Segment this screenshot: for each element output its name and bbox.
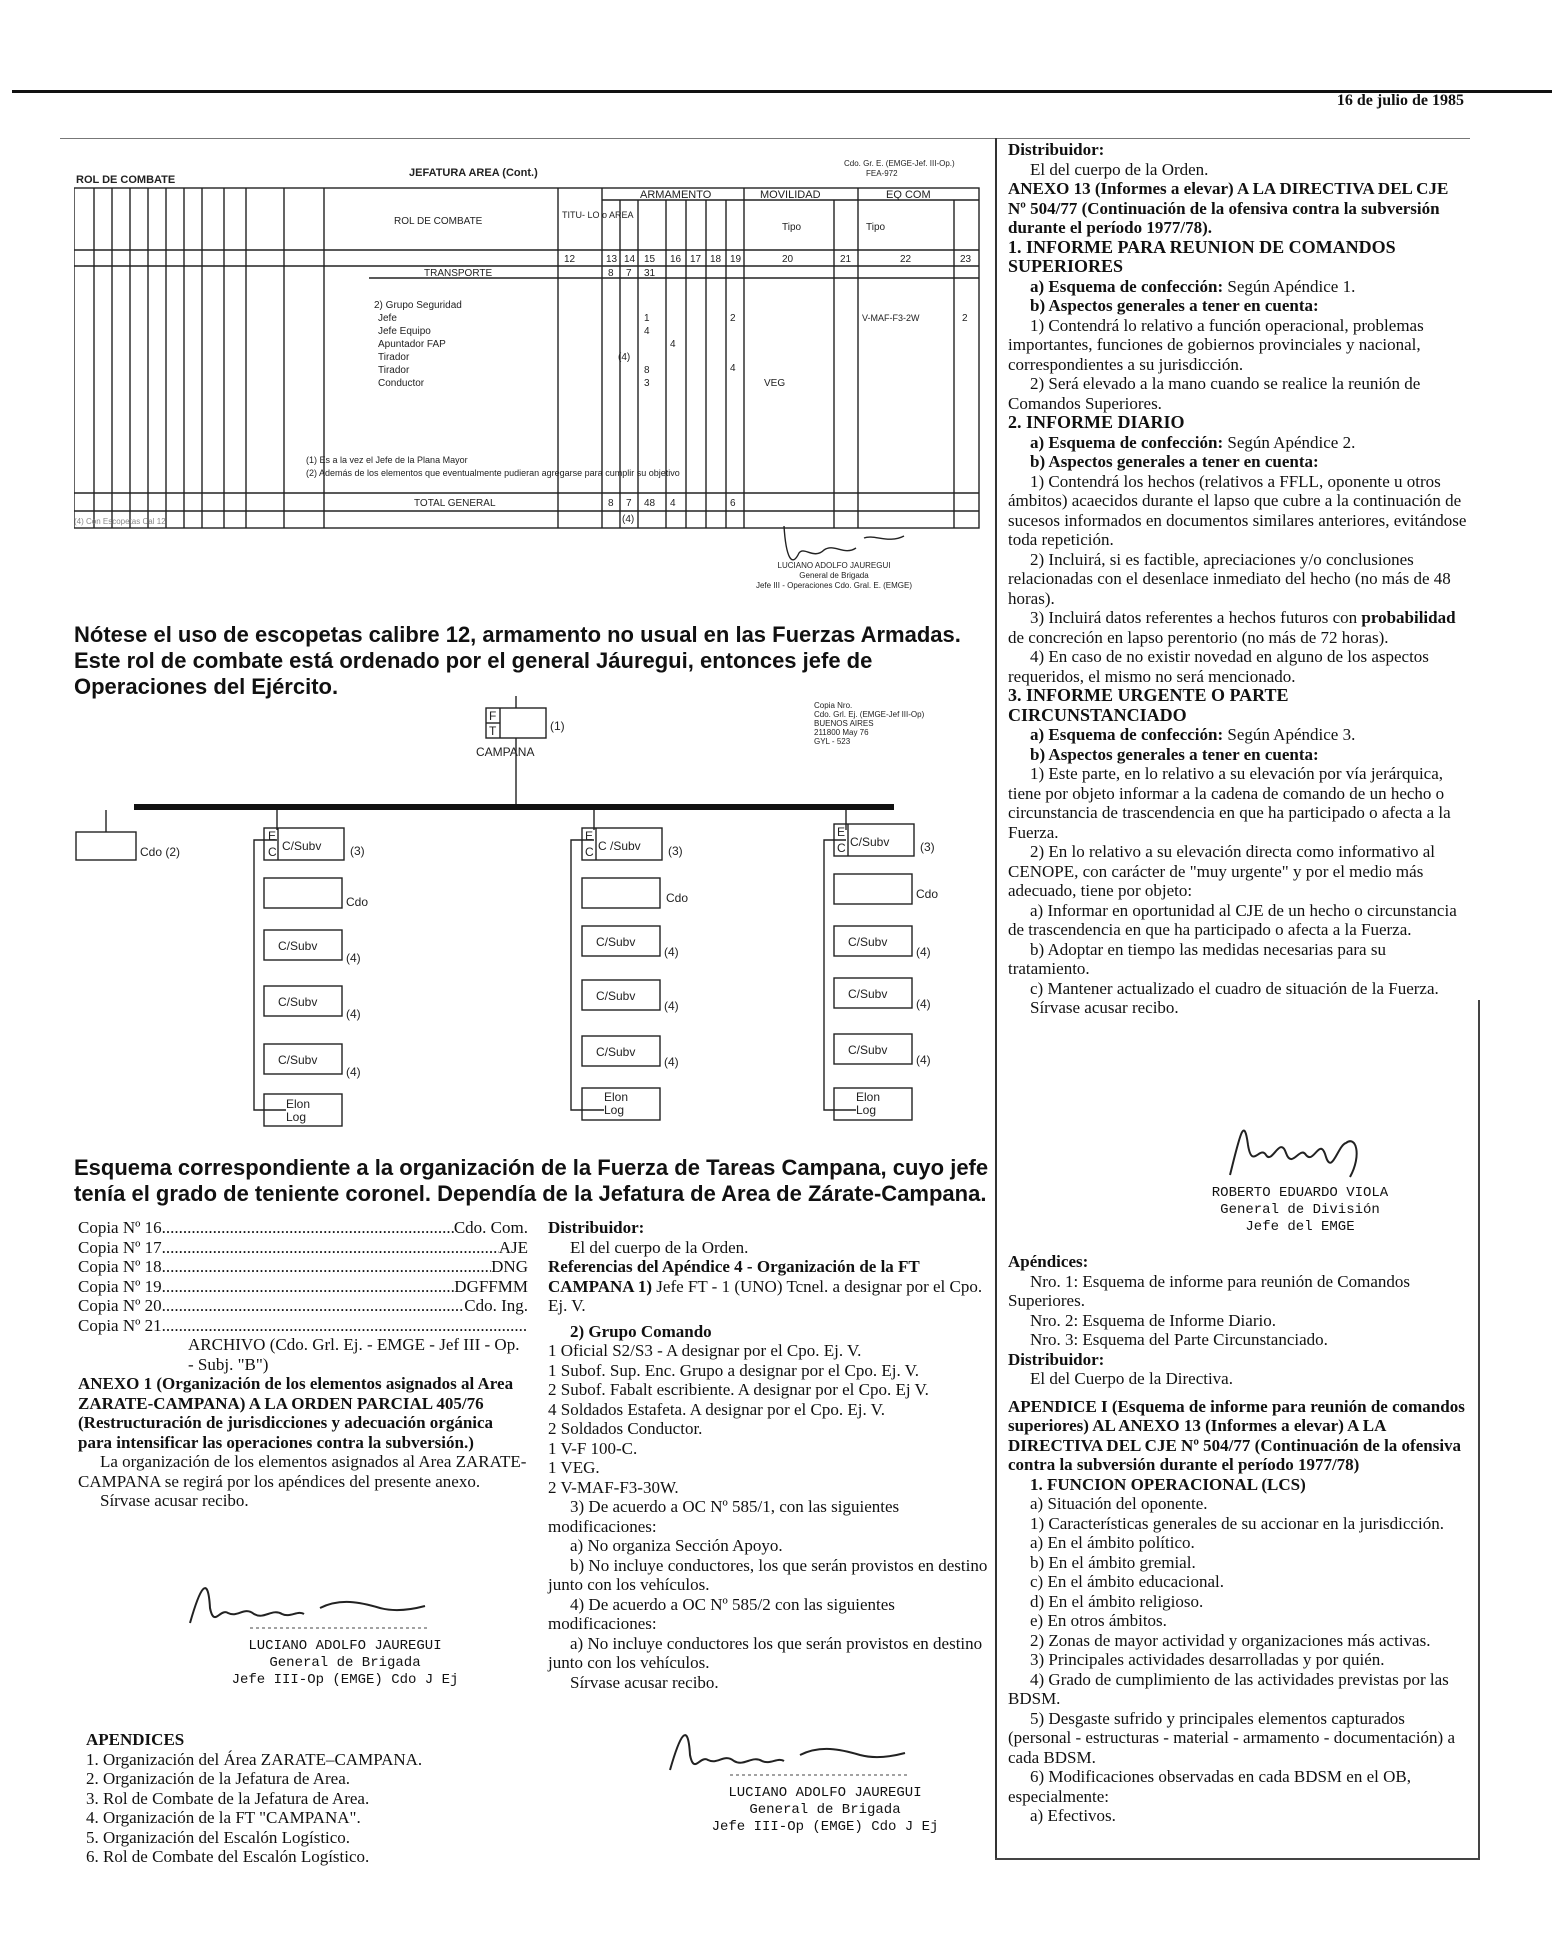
svg-text:E: E xyxy=(837,825,846,839)
top-f: F xyxy=(489,709,497,723)
svg-text:E: E xyxy=(585,829,594,843)
f1-5: 5) Desgaste sufrido y principales elementos capturados (personal - estructuras - material - armamento - documentación) a cada BDSM. xyxy=(1008,1708,1455,1767)
role-2: Jefe Equipo xyxy=(378,326,431,337)
col-b-p4a: a) No incluye conductores los que serán provistos en destino junto con los vehículos. xyxy=(548,1633,983,1672)
apendice-item: 6. Rol de Combate del Escalón Logístico. xyxy=(86,1847,370,1866)
sig-c-rank: General de División xyxy=(1220,1202,1380,1218)
f1-1b: b) En el ámbito gremial. xyxy=(1030,1552,1196,1572)
sig-b-rank: General de Brigada xyxy=(749,1802,901,1818)
f1-title: 1. FUNCION OPERACIONAL (LCS) xyxy=(1030,1474,1306,1494)
s1-a-t: Según Apéndice 1. xyxy=(1223,276,1356,296)
csubv-b0: C /Subv xyxy=(598,839,641,853)
sig-b-post: Jefe III-Op (EMGE) Cdo J Ej xyxy=(711,1819,939,1835)
s2-a: a) Esquema de confección: xyxy=(1030,432,1224,452)
s1-a: a) Esquema de confección: xyxy=(1030,276,1224,296)
num-20: 20 xyxy=(782,254,794,265)
signature-block-a xyxy=(180,1568,510,1689)
n4-b3: (4) xyxy=(664,1055,679,1069)
s2-3b: probabilidad xyxy=(1361,608,1456,627)
num-21: 21 xyxy=(840,254,852,265)
s2-4: 4) En caso de no existir novedad en alguno de los aspectos requeridos, el mismo no será mencionado. xyxy=(1008,647,1429,686)
signature-c xyxy=(1200,1115,1400,1185)
s3-2b: b) Adoptar en tiempo las medidas necesarias para su tratamiento. xyxy=(1008,939,1386,978)
n4-a2: (4) xyxy=(346,1007,361,1021)
table-ref: Cdo. Gr. E. (EMGE-Jef. III-Op.) xyxy=(844,159,955,168)
copy-row-20: Copia Nº 20 ..... Cdo. Ing. xyxy=(78,1296,528,1316)
apendice-item: 3. Rol de Combate de la Jefatura de Area. xyxy=(86,1788,370,1808)
mov-tipo: Tipo xyxy=(782,222,802,233)
log-a: Log xyxy=(286,1110,307,1124)
csubv-c2: C/Subv xyxy=(848,987,888,1001)
caption-table: Nótese el uso de escopetas calibre 12, armamento no usual en las Fuerzas Armadas. Este rol de combate está ordenado por el general Jáuregui, entonces jefe de Operaciones del Ejército. xyxy=(74,622,961,699)
n4-c3: (4) xyxy=(916,1053,931,1067)
n4-b1: (4) xyxy=(664,945,679,959)
csubv-b3: C/Subv xyxy=(596,1045,636,1059)
org-ref-3: BUENOS AIRES xyxy=(814,719,874,728)
org-main-bar xyxy=(134,804,894,810)
signature-block-b xyxy=(660,1715,990,1836)
col-b-dist-text: El del cuerpo de la Orden. xyxy=(570,1237,749,1257)
s3-1: 1) Este parte, en lo relativo a su elevación por vía jerárquica, tiene por objeto informar a la cadena de comando de un hecho o circunstancia de trascendencia en que ha participado o afecta a la Fuerza. xyxy=(1008,764,1451,842)
table-ref2: FEA-972 xyxy=(866,169,898,178)
f1-3: 3) Principales actividades desarrolladas y por quién. xyxy=(1030,1650,1385,1669)
col-a-p2: Sírvase acusar recibo. xyxy=(100,1491,249,1510)
sig-a-name: LUCIANO ADOLFO JAUREGUI xyxy=(248,1638,442,1654)
col-a-p1: La organización de los elementos asignados al Area ZARATE-CAMPANA se regirá por los apéndices del presente anexo. xyxy=(78,1452,527,1491)
col-b-line: 2 Soldados Conductor. xyxy=(548,1419,703,1438)
n4-c2: (4) xyxy=(916,997,931,1011)
f1-4: 4) Grado de cumplimiento de las actividades previstas por las BDSM. xyxy=(1008,1669,1449,1708)
org-ref-4: 211800 May 76 xyxy=(814,728,869,737)
top-label: CAMPANA xyxy=(476,745,535,759)
apendices-label: Apéndices: xyxy=(1008,1252,1089,1271)
role-6: Conductor xyxy=(378,378,425,389)
svg-text:E: E xyxy=(268,829,277,843)
col-b-line: 2 V-MAF-F3-30W. xyxy=(548,1477,679,1497)
col-b-ref-bold: Referencias del Apéndice 4 - Organización de la FT CAMPANA 1) xyxy=(548,1257,920,1296)
n3-b: (3) xyxy=(668,844,683,858)
fal-1: 1 xyxy=(644,313,650,324)
n3-a: (3) xyxy=(350,844,365,858)
csubv-a1: C/Subv xyxy=(278,939,318,953)
s3-2c: c) Mantener actualizado el cuadro de situación de la Fuerza. xyxy=(1030,978,1439,998)
total-v5: 6 xyxy=(730,498,736,509)
s3-a: a) Esquema de confección: xyxy=(1030,725,1224,744)
eq-cant-val: 2 xyxy=(962,313,968,324)
col-b-line: 1 Oficial S2/S3 - A designar por el Cpo. Ej. V. xyxy=(548,1341,862,1360)
s2-b: b) Aspectos generales a tener en cuenta: xyxy=(1030,452,1319,471)
num-19: 19 xyxy=(730,254,742,265)
elon-a: Elon xyxy=(286,1097,311,1111)
sig-a-rank: General de Brigada xyxy=(269,1655,421,1671)
s2-3a: 3) Incluirá datos referentes a hechos futuros con xyxy=(1030,608,1362,627)
frame-right xyxy=(1478,1000,1480,1860)
ap2: Nro. 2: Esquema de Informe Diario. xyxy=(1030,1310,1276,1330)
s2-2: 2) Incluirá, si es factible, apreciaciones y/o conclusiones relacionadas con el desenlace inmediato del hecho (no más de 48 horas). xyxy=(1008,549,1451,608)
s2-title: 2. INFORME DIARIO xyxy=(1008,412,1185,432)
f1-6: 6) Modificaciones observadas en cada BDSM en el OB, especialmente: xyxy=(1008,1767,1411,1806)
total-v1: 8 xyxy=(608,498,614,509)
grupo-label: 2) Grupo Seguridad xyxy=(374,300,462,311)
sig-b-name: LUCIANO ADOLFO JAUREGUI xyxy=(728,1785,922,1801)
transporte-label: TRANSPORTE xyxy=(424,268,493,279)
svg-text:C: C xyxy=(268,845,277,859)
f1-a: a) Situación del oponente. xyxy=(1030,1494,1208,1513)
col-b-p4: 4) De acuerdo a OC Nº 585/2 con las siguientes modificaciones: xyxy=(548,1594,895,1633)
combat-roll-table-figure xyxy=(74,158,984,590)
n4-a3: (4) xyxy=(346,1065,361,1079)
org-ref-5: GYL - 523 xyxy=(814,737,851,746)
col-titulo: TITU- LO o AREA xyxy=(562,210,634,220)
col-c-dist-text: El del cuerpo de la Orden. xyxy=(1030,159,1209,179)
svg-text:C: C xyxy=(837,841,846,855)
f1-1c: c) En el ámbito educacional. xyxy=(1030,1572,1224,1591)
role-3: Apuntador FAP xyxy=(378,339,446,350)
elon-b: Elon xyxy=(604,1090,629,1104)
apendice-item: 4. Organización de la FT "CAMPANA". xyxy=(86,1808,361,1827)
cdo-a: Cdo xyxy=(346,895,369,909)
num-12: 12 xyxy=(564,254,576,265)
csubv-b1: C/Subv xyxy=(596,935,636,949)
num-23: 23 xyxy=(960,254,972,265)
note-2: (2) Además de los elementos que eventualmente pudieran agregarse para cumplir su objetivo xyxy=(306,468,680,478)
csubv-c0: C/Subv xyxy=(850,835,890,849)
apendice-item: 1. Organización del Área ZARATE–CAMPANA. xyxy=(86,1749,423,1769)
col-b-p3: 3) De acuerdo a OC Nº 585/1, con las siguientes modificaciones: xyxy=(548,1497,900,1536)
s3-2: 2) En lo relativo a su elevación directa como informativo al CENOPE, con carácter de "muy urgente" y por el medio más adecuado, tiene por objeto: xyxy=(1008,842,1436,900)
signature-block-c xyxy=(1200,1115,1400,1236)
column-c-lower xyxy=(1008,1252,1468,1826)
col-rol: ROL DE COMBATE xyxy=(394,216,483,227)
transporte-v1: 8 xyxy=(608,268,614,279)
s2-1: 1) Contendrá los hechos (relativos a FFLL, oponente u otros ámbitos) acaecidos durante el lapso que cubre a la continuación de sucesos informados en documentos similares anteriores, evitándose toda repetición. xyxy=(1008,471,1467,549)
csubv-b2: C/Subv xyxy=(596,989,636,1003)
note-1: (1) Es a la vez el Jefe de la Plana Mayor xyxy=(306,455,468,465)
col-movilidad: MOVILIDAD xyxy=(760,189,821,201)
csubv-a2: C/Subv xyxy=(278,995,318,1009)
org-ref-1: Copia Nro. xyxy=(814,701,853,710)
sig-c-post: Jefe del EMGE xyxy=(1245,1219,1355,1235)
n3-c: (3) xyxy=(920,840,935,854)
page-date: 16 de julio de 1985 xyxy=(1336,92,1464,109)
foot-note: (4) Con Escopetas Cal 12 xyxy=(74,517,166,526)
elon-c: Elon xyxy=(856,1090,881,1104)
csubv-c3: C/Subv xyxy=(848,1043,888,1057)
col-b-line: 1 VEG. xyxy=(548,1458,600,1477)
log-b: Log xyxy=(604,1103,625,1117)
csubv-c1: C/Subv xyxy=(848,935,888,949)
column-c xyxy=(1008,140,1468,1018)
table-title-center: JEFATURA AREA (Cont.) xyxy=(409,167,538,179)
col-b-line: 1 Subof. Sup. Enc. Grupo a designar por el Cpo. Ej. V. xyxy=(548,1360,919,1380)
csubv-a0: C/Subv xyxy=(282,839,322,853)
anexo1: ANEXO 1 (Organización de los elementos asignados al Area ZARATE-CAMPANA) A LA ORDEN PARCIAL 405/76 (Restructuración de jurisdicciones y adecuación orgánica para intensificar las operaciones contra la subversión.) xyxy=(78,1374,514,1452)
s3-title: 3. INFORME URGENTE O PARTE CIRCUNSTANCIADO xyxy=(1008,685,1289,725)
copy-row-17: Copia Nº 17 ..... AJE xyxy=(78,1238,528,1258)
lgran-1: 2 xyxy=(730,313,736,324)
cdo-b: Cdo xyxy=(666,891,689,905)
apendice-item: 2. Organización de la Jefatura de Area. xyxy=(86,1769,351,1788)
eq-tipo-val: V-MAF-F3-2W xyxy=(862,313,920,323)
sig-a-post: Jefe III-Op (EMGE) Cdo J Ej xyxy=(231,1672,459,1688)
role-4: Tirador xyxy=(378,352,410,363)
apendices-list-a xyxy=(86,1730,506,1867)
csubv-a3: C/Subv xyxy=(278,1053,318,1067)
dist2-text: El del Cuerpo de la Directiva. xyxy=(1030,1369,1233,1388)
total-sub: (4) xyxy=(622,514,635,525)
table-signature xyxy=(784,526,904,560)
f1-6a: a) Efectivos. xyxy=(1030,1806,1116,1825)
col-b-line: 4 Soldados Estafeta. A designar por el Cpo. Ej. V. xyxy=(548,1399,885,1419)
signature-a xyxy=(180,1568,510,1638)
s3-a-t: Según Apéndice 3. xyxy=(1223,725,1356,744)
f1-1a: a) En el ámbito político. xyxy=(1030,1533,1195,1552)
s3-2a: a) Informar en oportunidad al CJE de un hecho o circunstancia de trascendencia en que ha participado o afecta a la Fuerza. xyxy=(1008,900,1457,939)
column-divider xyxy=(995,138,997,1858)
total-v4: 4 xyxy=(670,498,676,509)
fal-4: 3 xyxy=(644,378,650,389)
fal-2: 4 xyxy=(644,326,650,337)
cdo2-label: Cdo (2) xyxy=(140,845,181,859)
column-a xyxy=(78,1218,528,1511)
s2-a-t: Según Apéndice 2. xyxy=(1223,432,1356,452)
pist-val: (4) xyxy=(618,352,631,363)
table-sig-rank: General de Brigada xyxy=(799,571,869,580)
n4-c1: (4) xyxy=(916,945,931,959)
fal-3: 8 xyxy=(644,365,650,376)
col-b-ref-text: Jefe FT - 1 (UNO) Tcnel. a designar por el Cpo. Ej. V. xyxy=(548,1276,983,1315)
eq-tipo: Tipo xyxy=(866,222,886,233)
veg-label: VEG xyxy=(764,378,786,389)
num-17: 17 xyxy=(690,254,702,265)
col-c-distribuidor: Distribuidor: xyxy=(1008,140,1105,159)
table-title-left: ROL DE COMBATE xyxy=(76,174,176,186)
col-b-p3b: b) No incluye conductores, los que serán provistos en destino junto con los vehículos. xyxy=(548,1555,988,1594)
caption-org: Esquema correspondiente a la organización de la Fuerza de Tareas Campana, cuyo jefe tenía el grado de teniente coronel. Dependía de la Jefatura de Area de Zárate-Campana. xyxy=(74,1155,989,1206)
apendices-title: APENDICES xyxy=(86,1730,185,1749)
lgran-2: 4 xyxy=(730,363,736,374)
n4-a1: (4) xyxy=(346,951,361,965)
total-v2: 7 xyxy=(626,498,632,509)
copy-row-16: Copia Nº 16 ..... Cdo. Com. xyxy=(78,1218,528,1238)
num-16: 16 xyxy=(670,254,682,265)
org-ref-2: Cdo. Grl. Ej. (EMGE-Jef III-Op) xyxy=(814,710,925,719)
copy-row-18: Copia Nº 18 ..... DNG xyxy=(78,1257,528,1277)
s3-end: Sírvase acusar recibo. xyxy=(1030,998,1179,1017)
num-15: 15 xyxy=(644,254,656,265)
f1-1d: d) En el ámbito religioso. xyxy=(1030,1591,1204,1611)
col-b-p5: Sírvase acusar recibo. xyxy=(570,1672,719,1692)
col-b-p3a: a) No organiza Sección Apoyo. xyxy=(570,1536,783,1555)
column-b xyxy=(548,1218,993,1692)
s2-3c: de concreción en lapso perentorio (no más de 72 horas). xyxy=(1008,627,1389,647)
top-t: T xyxy=(489,724,497,738)
num-13: 13 xyxy=(606,254,618,265)
transporte-v2: 7 xyxy=(626,268,632,279)
total-v3: 48 xyxy=(644,498,656,509)
copy-row-19: Copia Nº 19 ..... DGFFMM xyxy=(78,1277,528,1297)
s1-b: b) Aspectos generales a tener en cuenta: xyxy=(1030,296,1319,315)
copy-row-21: Copia Nº 21 ..... xyxy=(78,1316,528,1336)
table-sig-post: Jefe III - Operaciones Cdo. Gral. E. (EMGE) xyxy=(755,581,913,590)
svg-text:C: C xyxy=(585,845,594,859)
archivo: ARCHIVO (Cdo. Grl. Ej. - EMGE - Jef III - Op. - Subj. "B") xyxy=(188,1335,520,1374)
signature-b xyxy=(660,1715,990,1785)
f1-2: 2) Zonas de mayor actividad y organizaciones más activas. xyxy=(1030,1630,1431,1650)
top-rule xyxy=(12,90,1552,93)
s3-b: b) Aspectos generales a tener en cuenta: xyxy=(1030,744,1319,764)
table-sig-name: LUCIANO ADOLFO JAUREGUI xyxy=(777,561,891,570)
sub-rule xyxy=(60,138,1470,139)
anexo13: ANEXO 13 (Informes a elevar) A LA DIRECTIVA DEL CJE Nº 504/77 (Continuación de la ofensiva contra la subversión durante el período 1977/78). xyxy=(1008,179,1449,237)
fap-val: 4 xyxy=(670,339,676,350)
num-14: 14 xyxy=(624,254,636,265)
col-b-line: 1 V-F 100-C. xyxy=(548,1438,638,1458)
cdo-c: Cdo xyxy=(916,887,939,901)
f1-1e: e) En otros ámbitos. xyxy=(1030,1611,1167,1630)
col-b-line: 2 Subof. Fabalt escribiente. A designar por el Cpo. Ej V. xyxy=(548,1380,929,1399)
frame-bottom xyxy=(995,1858,1480,1860)
sig-c-name: ROBERTO EDUARDO VIOLA xyxy=(1211,1185,1389,1201)
total-label: TOTAL GENERAL xyxy=(414,498,496,509)
num-18: 18 xyxy=(710,254,722,265)
ap3: Nro. 3: Esquema del Parte Circunstanciado. xyxy=(1030,1330,1328,1349)
num-22: 22 xyxy=(900,254,912,265)
org-chart-figure xyxy=(74,690,994,1135)
ap1: Nro. 1: Esquema de informe para reunión de Comandos Superiores. xyxy=(1008,1271,1411,1310)
log-c: Log xyxy=(856,1103,877,1117)
transporte-v3: 31 xyxy=(644,268,656,279)
top-note: (1) xyxy=(550,719,565,733)
n4-b2: (4) xyxy=(664,999,679,1013)
col-b-grupo: 2) Grupo Comando xyxy=(570,1321,712,1341)
f1-1: 1) Características generales de su accionar en la jurisdicción. xyxy=(1030,1513,1444,1533)
distribuidor2: Distribuidor: xyxy=(1008,1349,1105,1369)
role-5: Tirador xyxy=(378,365,410,376)
apendice1: APENDICE I (Esquema de informe para reunión de comandos superiores) AL ANEXO 13 (Informes a elevar) A LA DIRECTIVA DEL CJE Nº 504/77 (Continuación de la ofensiva contra la subversión durante el período 1977/78) xyxy=(1008,1396,1465,1474)
apendice-item: 5. Organización del Escalón Logístico. xyxy=(86,1827,351,1847)
s1-2: 2) Será elevado a la mano cuando se realice la reunión de Comandos Superiores. xyxy=(1008,374,1421,413)
col-b-distribuidor: Distribuidor: xyxy=(548,1218,645,1237)
role-1: Jefe xyxy=(378,313,397,324)
col-armamento: ARMAMENTO xyxy=(640,189,712,201)
s1-1: 1) Contendrá lo relativo a función operacional, problemas importantes, funciones de gobiernos provinciales y nacional, correspondientes a su jurisdicción. xyxy=(1008,315,1424,374)
col-eqcom: EQ COM xyxy=(886,189,931,201)
s1-title: 1. INFORME PARA REUNION DE COMANDOS SUPERIORES xyxy=(1008,236,1396,276)
